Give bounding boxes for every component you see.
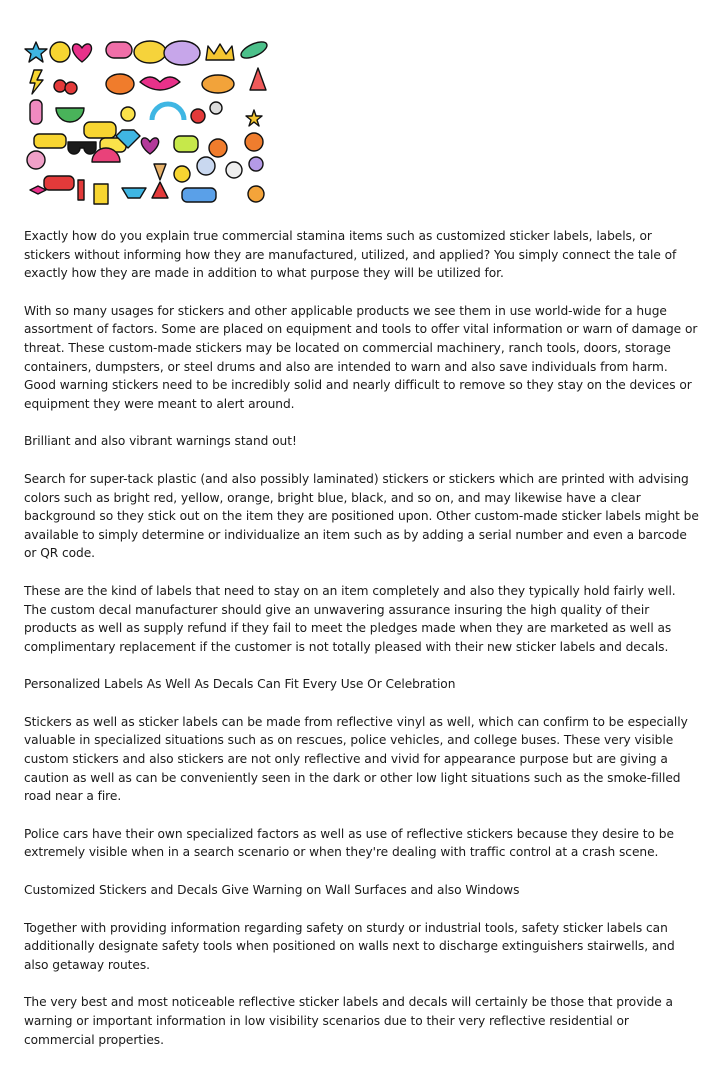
cool-badge (174, 136, 198, 152)
party-badge (44, 176, 74, 190)
ufo-sticker (202, 75, 234, 93)
sorry-badge (84, 122, 116, 138)
lemon-sticker (121, 107, 135, 121)
paragraph-very-best: The very best and most noticeable reflective sticker labels and decals will certainly be those that provide a warning or important information in low visibility scenarios due to their very reflective residential or commercial properties. (24, 995, 673, 1047)
heading-personalized-labels: Personalized Labels As Well As Decals Can Fit Every Use Or Celebration (24, 677, 456, 692)
popsicle-sticker (30, 100, 42, 124)
wow-burst (106, 74, 134, 94)
star-sticker (25, 42, 47, 62)
rocket-sticker (250, 68, 266, 90)
sticker-collage-illustration (22, 38, 270, 206)
sticker-collage-icon (22, 38, 270, 206)
cherry-sticker (54, 80, 66, 92)
satellite-sticker (210, 102, 222, 114)
paragraph-police-cars: Police cars have their own specialized factors as well as use of reflective stickers because they desire to be extremely visible when in a search scenario or when they're dealing with traffic control at a crash scene. (24, 826, 674, 860)
paragraph-reflective-vinyl: Stickers as well as sticker labels can be made from reflective vinyl as well, which can confirm to be especially valuable in specialized situations such as on rescues, police vehicles, and college buses. These very visible custom stickers and also stickers are not only reflective and vivid for appearance purpose but are giving a caution as well as can be conveniently seen in the dark or other low light situations such as the smoke-filled road near a fire. (24, 714, 688, 804)
strawberry-sticker (191, 109, 205, 123)
watermelon-sticker (56, 108, 84, 122)
feather-sticker (239, 39, 269, 62)
cherry-sticker-2 (65, 82, 77, 94)
moon-sticker (197, 157, 215, 175)
rainbow-sticker (152, 104, 184, 120)
astronaut-sticker (226, 162, 242, 178)
flipflops-sticker (94, 184, 108, 204)
donut-sticker (27, 151, 45, 169)
space-badge (182, 188, 216, 202)
dream-cloud (164, 41, 200, 65)
saturn-sticker (249, 157, 263, 171)
candy-sticker (30, 186, 46, 194)
paragraph-usages: With so many usages for stickers and other applicable products we see them in use world-wide for a huge assortment of factors. Some are placed on equipment and tools to offer vital information or warn of damage or threat. These custom-made stickers may be located on commercial machinery, ranch tools, doors, storage containers, dumpsters, or steel drums and also are intended to warn and also save individuals from harm. Good warning stickers need to be incredibly solid and nearly difficult to remove so they stay on the devices or equipment they were meant to alert around. (24, 303, 698, 411)
heels-sticker (152, 182, 168, 198)
crown-sticker (206, 44, 234, 60)
bikini-sticker (122, 188, 146, 198)
love-badge (106, 42, 132, 58)
boom-cloud (134, 41, 166, 63)
shooting-star-sticker (246, 110, 262, 126)
sunglasses-sticker (68, 142, 96, 154)
lightning-sticker (30, 70, 43, 94)
broken-heart-sticker (141, 138, 158, 154)
planet-sticker (209, 139, 227, 157)
lipstick-sticker (78, 180, 84, 200)
paragraph-super-tack: Search for super-tack plastic (and also possibly laminated) stickers or stickers which are printed with advising colors such as bright red, yellow, orange, bright blue, black, and so on, and may likewise have a clear background so they stick out on the item they are positioned upon. Other custom-made sticker labels might be available to simply determine or individualize an item such as by adding a serial number and even a barcode or QR code. (24, 471, 699, 561)
heart-sticker (72, 44, 91, 62)
paragraph-safety-tools: Together with providing information regarding safety on sturdy or industrial tools, safety sticker labels can additionally designate safety tools when positioned on walls next to discharge extinguishers stairwells, and also getaway routes. (24, 920, 675, 972)
sun-sticker (248, 186, 264, 202)
paragraph-brilliant: Brilliant and also vibrant warnings stand out! (24, 434, 297, 449)
article-body (24, 227, 700, 1068)
heading-customized-stickers: Customized Stickers and Decals Give Warning on Wall Surfaces and also Windows (24, 883, 520, 898)
paragraph-intro: Exactly how do you explain true commercial stamina items such as customized sticker labels, labels, or stickers without informing how they are manufactured, utilized, and applied? You simply connect the tale of exactly how they are made in addition to what purpose they will be utilized for. (24, 229, 677, 281)
paragraph-labels-stay: These are the kind of labels that need to stay on an item completely and also they typically hold fairly well. The custom decal manufacturer should give an unwavering assurance insuring the high quality of their products as well as supply refund if they fail to meet the pledges made when they are marketed as well as complimentary replacement if the customer is not totally pleased with their new sticker labels and decals. (24, 583, 676, 654)
lol-badge (50, 42, 70, 62)
basketball-sticker (245, 133, 263, 151)
lips-sticker (140, 77, 180, 90)
beachball-sticker (174, 166, 190, 182)
icecream-sticker (154, 164, 166, 180)
oops-badge (34, 134, 66, 148)
